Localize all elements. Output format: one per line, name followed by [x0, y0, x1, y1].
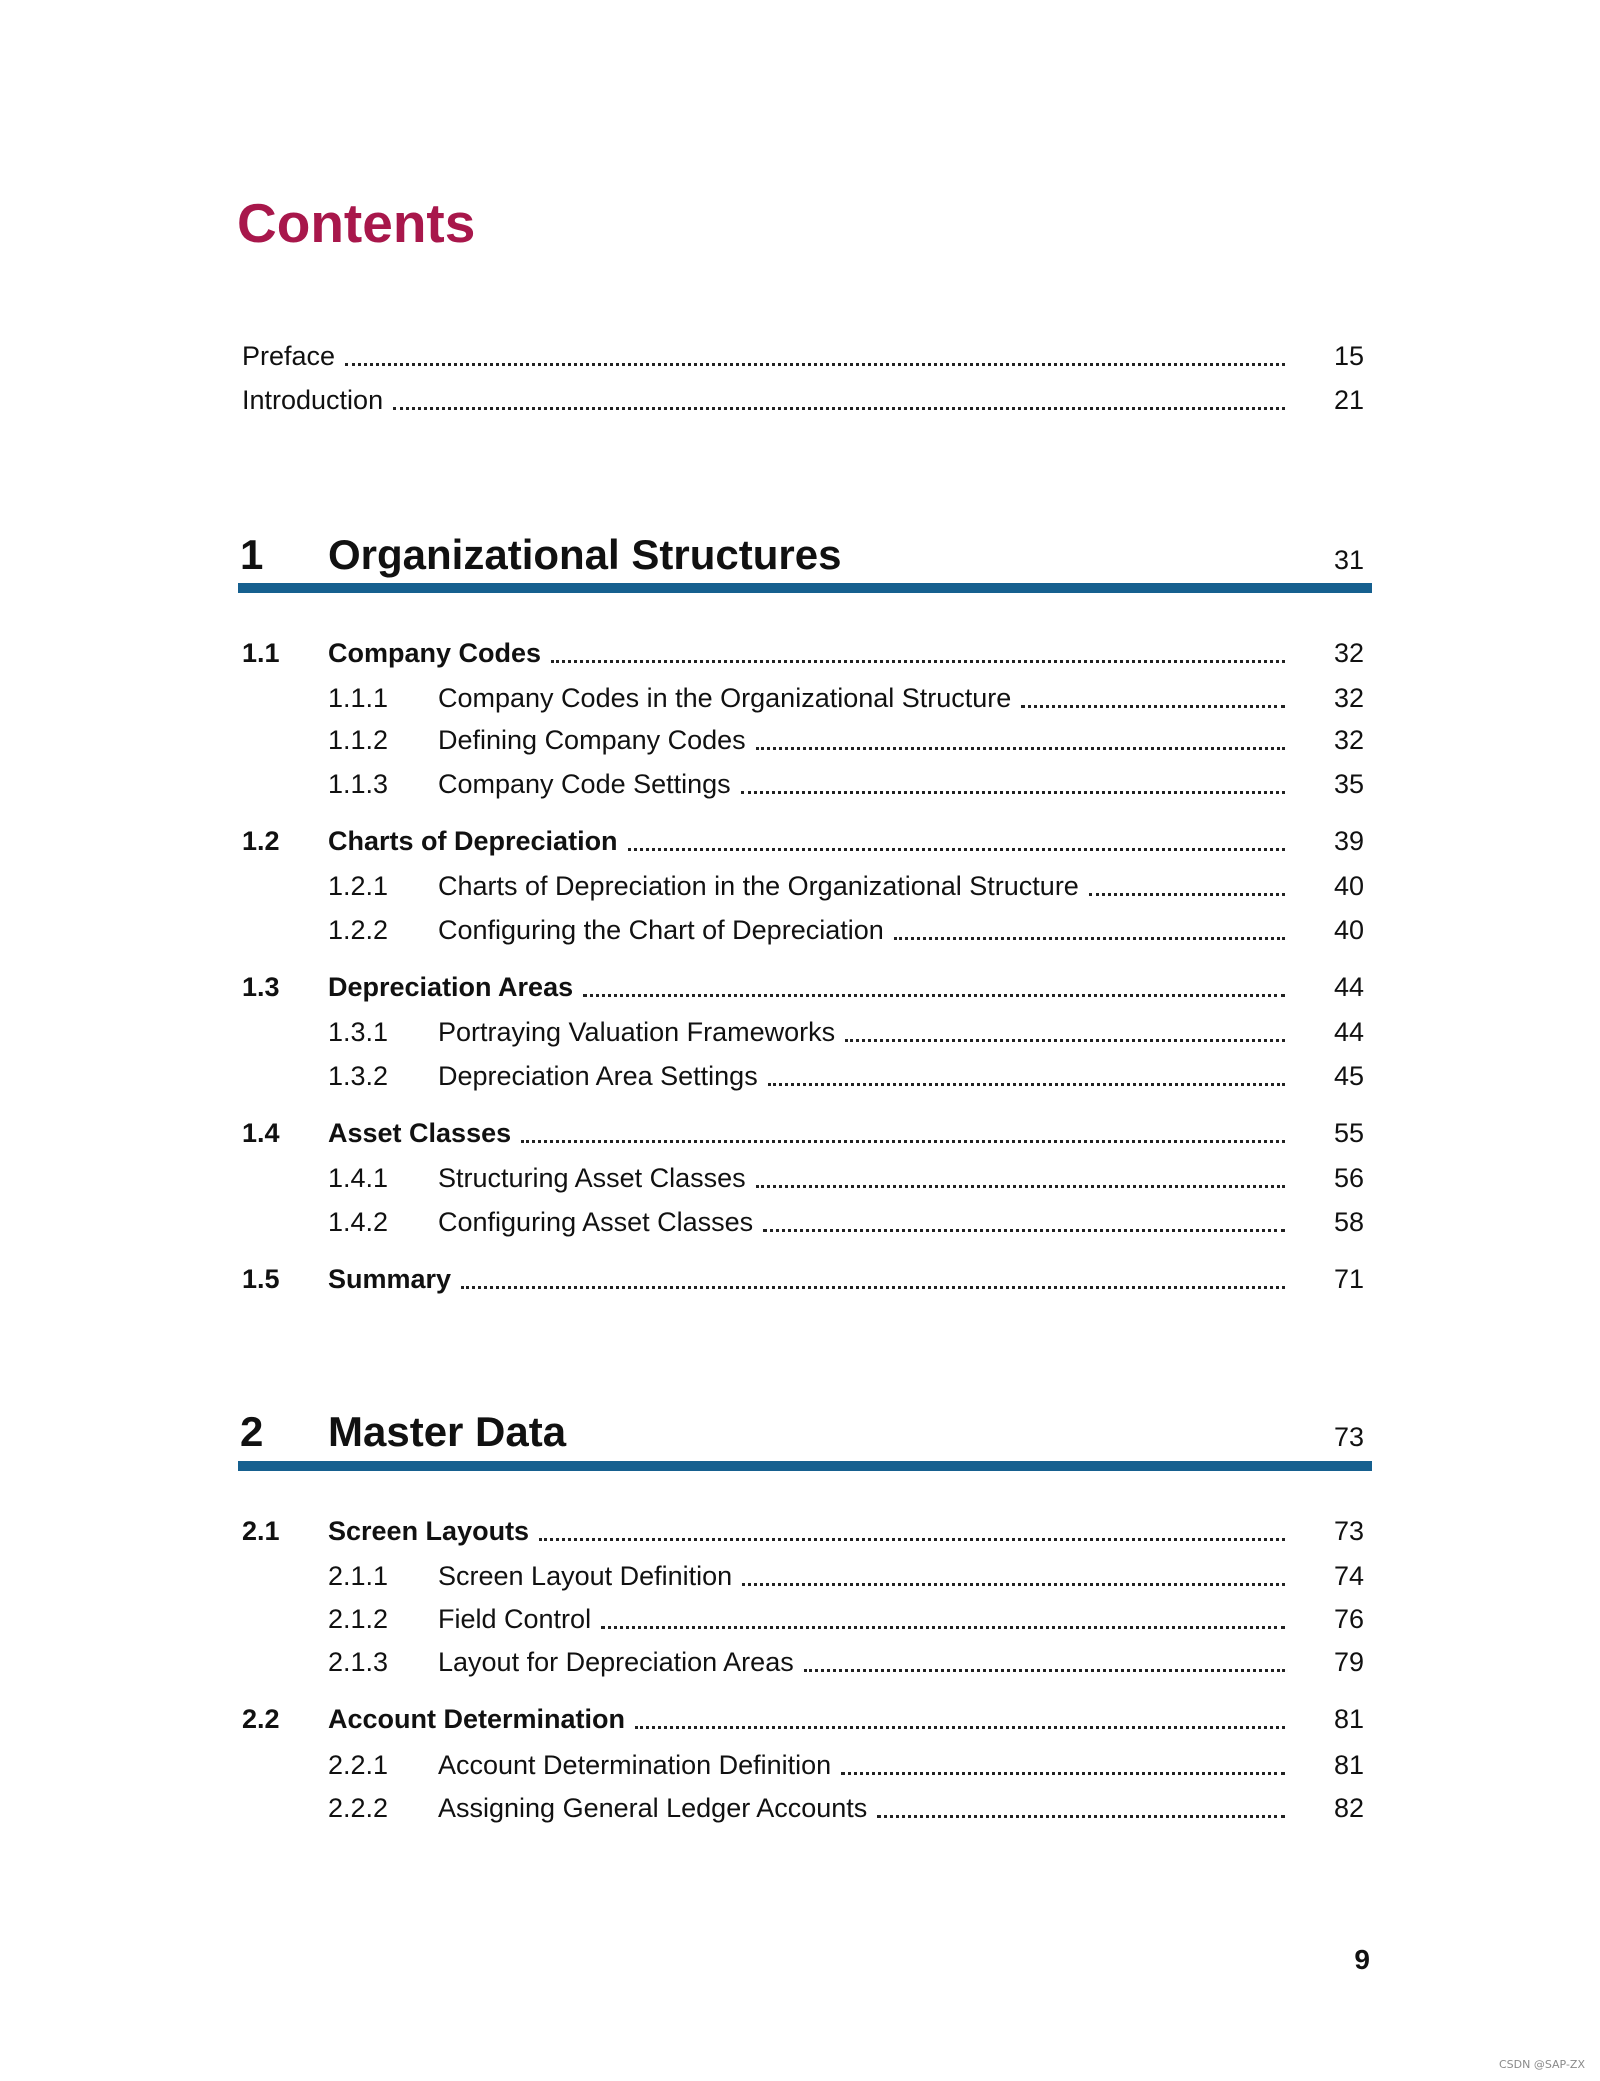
toc-section-page: 44	[1333, 972, 1364, 1002]
toc-subsection[interactable]	[0, 1788, 1600, 1828]
toc-section[interactable]	[0, 633, 1600, 673]
toc-section[interactable]	[0, 1113, 1600, 1153]
toc-section-title[interactable]: Depreciation Areas	[328, 972, 574, 1002]
toc-subsection-title[interactable]: Configuring the Chart of Depreciation	[438, 915, 884, 945]
toc-section-number: 2.1	[242, 1516, 280, 1546]
toc-section-page: 55	[1333, 1118, 1364, 1148]
dot-leader	[804, 1642, 1285, 1682]
dot-leader	[521, 1113, 1285, 1153]
dot-leader	[551, 633, 1285, 673]
toc-subsection-number: 1.4.2	[328, 1207, 389, 1237]
dot-leader	[845, 1012, 1285, 1052]
chapter-heading-title[interactable]: Master Data	[328, 1408, 567, 1455]
chapter-divider	[238, 1461, 1372, 1471]
dot-leader	[628, 821, 1285, 861]
toc-subsection-title[interactable]: Screen Layout Definition	[438, 1561, 733, 1591]
toc-subsection-title[interactable]: Field Control	[438, 1604, 592, 1634]
toc-section-page: 32	[1333, 638, 1364, 668]
toc-subsection-title[interactable]: Charts of Depreciation in the Organizational Structure	[438, 871, 1079, 901]
dot-leader	[635, 1699, 1285, 1739]
toc-section-number: 1.5	[242, 1264, 280, 1294]
dot-leader	[539, 1511, 1285, 1551]
toc-subsection[interactable]	[0, 866, 1600, 906]
toc-section-number: 2.2	[242, 1704, 280, 1734]
toc-section-title[interactable]: Summary	[328, 1264, 452, 1294]
toc-subsection-title[interactable]: Layout for Depreciation Areas	[438, 1647, 794, 1677]
toc-section-page: 39	[1333, 826, 1364, 856]
toc-subsection-page: 79	[1333, 1647, 1364, 1677]
toc-subsection-page: 74	[1333, 1561, 1364, 1591]
toc-subsection-number: 2.2.2	[328, 1793, 389, 1823]
toc-subsection-page: 56	[1333, 1163, 1364, 1193]
toc-section-title[interactable]: Account Determination	[328, 1704, 626, 1734]
toc-subsection-number: 1.4.1	[328, 1163, 389, 1193]
toc-front-preface-page: 15	[1333, 341, 1364, 371]
toc-section[interactable]	[0, 1699, 1600, 1739]
chapter-heading-page: 73	[1333, 1422, 1364, 1452]
toc-subsection-title[interactable]: Depreciation Area Settings	[438, 1061, 758, 1091]
toc-subsection-number: 1.2.2	[328, 915, 389, 945]
toc-subsection[interactable]	[0, 1599, 1600, 1639]
toc-section-page: 73	[1333, 1516, 1364, 1546]
toc-subsection-page: 45	[1333, 1061, 1364, 1091]
toc-subsection-page: 40	[1333, 915, 1364, 945]
toc-subsection-title[interactable]: Company Codes in the Organizational Structure	[438, 683, 1012, 713]
dot-leader	[1021, 678, 1285, 718]
dot-leader	[345, 336, 1285, 376]
toc-subsection-page: 76	[1333, 1604, 1364, 1634]
toc-subsection[interactable]	[0, 1012, 1600, 1052]
dot-leader	[601, 1599, 1285, 1639]
dot-leader	[756, 1158, 1285, 1198]
toc-section-number: 1.2	[242, 826, 280, 856]
chapter-divider	[238, 583, 1372, 593]
toc-subsection[interactable]	[0, 1158, 1600, 1198]
toc-section-number: 1.3	[242, 972, 280, 1002]
chapter-heading-title[interactable]: Organizational Structures	[328, 531, 842, 578]
toc-subsection[interactable]	[0, 720, 1600, 760]
toc-subsection-title[interactable]: Structuring Asset Classes	[438, 1163, 746, 1193]
toc-section-page: 81	[1333, 1704, 1364, 1734]
toc-section-title[interactable]: Asset Classes	[328, 1118, 512, 1148]
toc-subsection-number: 1.1.2	[328, 725, 389, 755]
toc-front-preface-title[interactable]: Preface	[242, 341, 336, 371]
toc-subsection-title[interactable]: Portraying Valuation Frameworks	[438, 1017, 836, 1047]
toc-subsection-page: 44	[1333, 1017, 1364, 1047]
toc-subsection-number: 1.3.1	[328, 1017, 389, 1047]
toc-front-preface[interactable]	[0, 336, 1600, 376]
toc-front-introduction[interactable]	[0, 380, 1600, 420]
dot-leader	[461, 1259, 1285, 1299]
chapter-heading[interactable]	[0, 1402, 1600, 1462]
toc-section[interactable]	[0, 1511, 1600, 1551]
toc-front-introduction-title[interactable]: Introduction	[242, 385, 384, 415]
toc-section[interactable]	[0, 1259, 1600, 1299]
toc-subsection-number: 1.3.2	[328, 1061, 389, 1091]
dot-leader	[393, 380, 1285, 420]
dot-leader	[877, 1788, 1285, 1828]
toc-subsection-page: 40	[1333, 871, 1364, 901]
toc-subsection[interactable]	[0, 1745, 1600, 1785]
chapter-heading[interactable]	[0, 525, 1600, 585]
toc-subsection-page: 35	[1333, 769, 1364, 799]
toc-subsection[interactable]	[0, 764, 1600, 804]
toc-subsection-page: 82	[1333, 1793, 1364, 1823]
toc-front-introduction-page: 21	[1333, 385, 1364, 415]
toc-subsection-number: 2.2.1	[328, 1750, 389, 1780]
dot-leader	[583, 967, 1285, 1007]
dot-leader	[894, 910, 1285, 950]
toc-subsection-title[interactable]: Account Determination Definition	[438, 1750, 832, 1780]
toc-section-page: 71	[1333, 1264, 1364, 1294]
chapter-heading-page: 31	[1333, 545, 1364, 575]
toc-subsection-title[interactable]: Defining Company Codes	[438, 725, 746, 755]
dot-leader	[756, 720, 1285, 760]
toc-subsection-number: 1.2.1	[328, 871, 389, 901]
toc-section-title[interactable]: Charts of Depreciation	[328, 826, 618, 856]
toc-subsection-page: 32	[1333, 683, 1364, 713]
toc-subsection[interactable]	[0, 1056, 1600, 1096]
toc-subsection-page: 32	[1333, 725, 1364, 755]
toc-section[interactable]	[0, 821, 1600, 861]
dot-leader	[841, 1745, 1285, 1785]
dot-leader	[763, 1202, 1285, 1242]
chapter-heading-number: 1	[240, 531, 264, 578]
toc-section-title[interactable]: Screen Layouts	[328, 1516, 530, 1546]
toc-subsection-number: 1.1.1	[328, 683, 389, 713]
toc-subsection-number: 2.1.2	[328, 1604, 389, 1634]
toc-subsection[interactable]	[0, 678, 1600, 718]
toc-subsection-title[interactable]: Configuring Asset Classes	[438, 1207, 754, 1237]
toc-subsection[interactable]	[0, 910, 1600, 950]
dot-leader	[742, 1556, 1285, 1596]
dot-leader	[1089, 866, 1285, 906]
toc-section-number: 1.1	[242, 638, 280, 668]
toc-subsection[interactable]	[0, 1556, 1600, 1596]
page-title: Contents	[237, 192, 476, 254]
watermark: CSDN @SAP-ZX	[1498, 2058, 1585, 2071]
toc-subsection-page: 58	[1333, 1207, 1364, 1237]
toc-subsection-page: 81	[1333, 1750, 1364, 1780]
chapter-heading-number: 2	[240, 1408, 264, 1455]
toc-subsection[interactable]	[0, 1642, 1600, 1682]
toc-section-number: 1.4	[242, 1118, 280, 1148]
toc-subsection[interactable]	[0, 1202, 1600, 1242]
toc-subsection-number: 2.1.1	[328, 1561, 389, 1591]
dot-leader	[741, 764, 1285, 804]
page-number: 9	[1354, 1944, 1370, 1975]
toc-subsection-title[interactable]: Assigning General Ledger Accounts	[438, 1793, 868, 1823]
toc-section-title[interactable]: Company Codes	[328, 638, 542, 668]
toc-subsection-title[interactable]: Company Code Settings	[438, 769, 731, 799]
toc-subsection-number: 2.1.3	[328, 1647, 389, 1677]
toc-section[interactable]	[0, 967, 1600, 1007]
dot-leader	[768, 1056, 1285, 1096]
toc-subsection-number: 1.1.3	[328, 769, 389, 799]
